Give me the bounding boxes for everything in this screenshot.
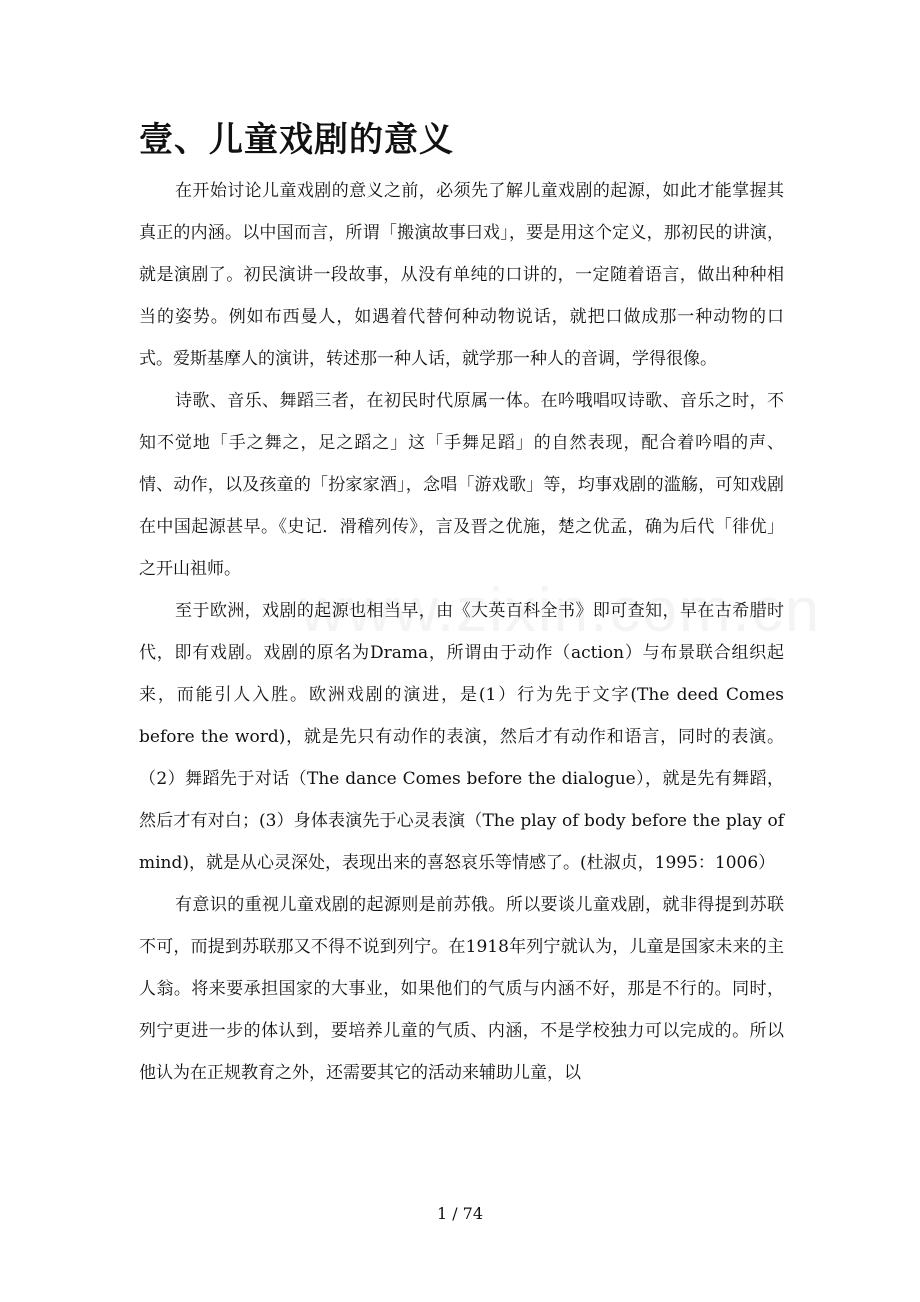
document-title: 壹、儿童戏剧的意义 xyxy=(139,120,454,160)
watermark xyxy=(300,575,821,646)
paragraph-4: 有意识的重视儿童戏剧的起源则是前苏俄。所以要谈儿童戏剧，就非得提到苏联不可，而提到苏联那又不得不说到列宁。在1918年列宁就认为，儿童是国家未来的主人翁。将来要承担国家的大事业，如果他们的气质与内涵不好，那是不行的。同时，列宁更进一步的体认到，要培养儿童的气质、内涵，不是学校独力可以完成的。所以他认为在正规教育之外，还需要其它的活动来辅助儿童，以 xyxy=(139,895,784,1083)
paragraph-2: 诗歌、音乐、舞蹈三者，在初民时代原属一体。在吟哦唱叹诗歌、音乐之时，不知不觉地「手之舞之，足之蹈之」这「手舞足蹈」的自然表现，配合着吟唱的声、情、动作，以及孩童的「扮家家酒」，念唱「游戏歌」等，均事戏剧的滥觞，可知戏剧在中国起源甚早。《史记．滑稽列传》，言及晋之优施，楚之优孟，确为后代「徘优」之开山祖师。 xyxy=(139,391,784,579)
page-number: 1 / 74 xyxy=(436,1204,484,1223)
paragraph-1: 在开始讨论儿童戏剧的意义之前，必须先了解儿童戏剧的起源，如此才能掌握其真正的内涵。以中国而言，所谓「搬演故事曰戏」，要是用这个定义，那初民的讲演，就是演剧了。初民演讲一段故事，从没有单纯的口讲的，一定随着语言，做出种种相当的姿势。例如布西曼人，如遇着代替何种动物说话，就把口做成那一种动物的口式。爱斯基摩人的演讲，转述那一种人话，就学那一种人的音调，学得很像。 xyxy=(139,181,784,369)
paragraph-3: 至于欧洲，戏剧的起源也相当早，由《大英百科全书》即可查知，早在古希腊时代，即有戏剧。戏剧的原名为Drama，所谓由于动作（action）与布景联合组织起来，而能引人入胜。欧洲戏剧的演进，是(1）行为先于文字(The deed Comes before the word)，就是先只有动作的表演，然后才有动作和语言，同时的表演。（2）舞蹈先于对话（The dance Comes before the dialogue），就是先有舞蹈，然后才有对白；(3）身体表演先于心灵表演（The play of body before the play of mind)，就是从心灵深处，表现出来的喜怒哀乐等情感了。(杜淑贞，1995：1006） xyxy=(139,601,784,873)
